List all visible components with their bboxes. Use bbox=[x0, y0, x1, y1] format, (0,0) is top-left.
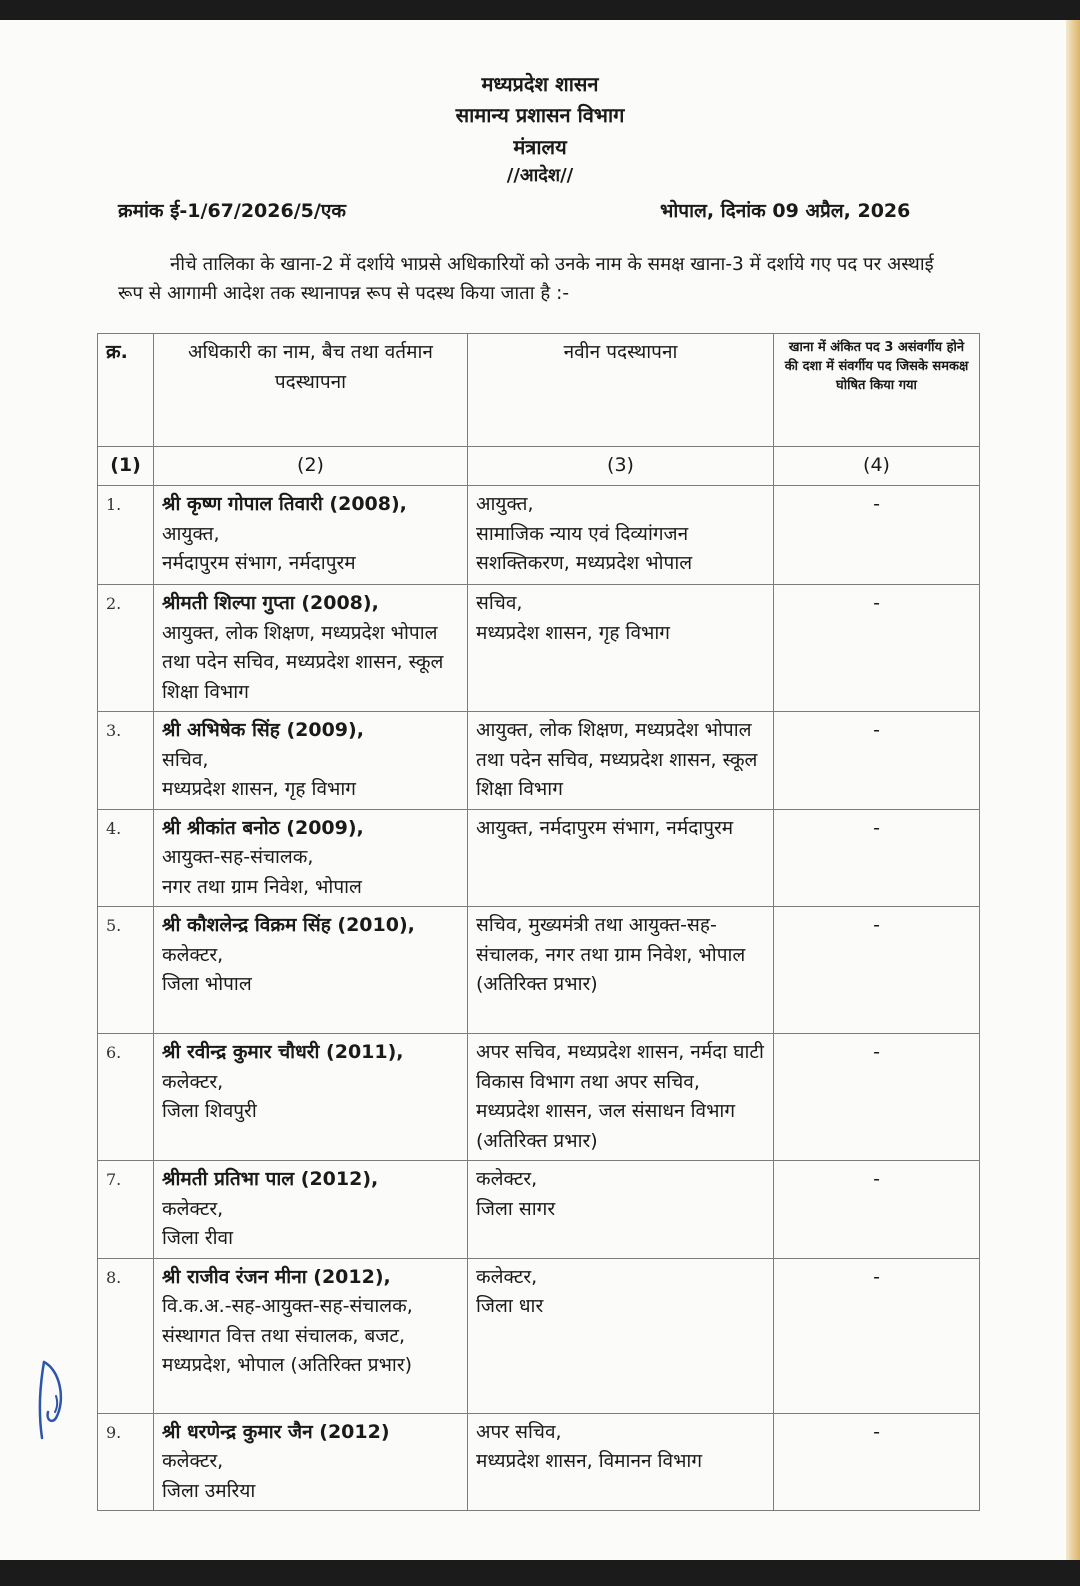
table-row bbox=[98, 712, 980, 810]
new-posting-cell bbox=[468, 809, 774, 907]
new-posting-cell bbox=[468, 1034, 774, 1161]
current-posting-line: संस्थागत वित्त तथा संचालक, बजट, मध्यप्रदेश, भोपाल (अतिरिक्त प्रभार) bbox=[162, 1324, 413, 1376]
table-row bbox=[98, 1413, 980, 1511]
top-dark-border bbox=[0, 0, 1080, 20]
current-posting-line: नगर तथा ग्राम निवेश, भोपाल bbox=[162, 875, 362, 898]
officer-name: श्री राजीव रंजन मीना (2012), bbox=[162, 1265, 391, 1288]
officer-cell bbox=[154, 1413, 468, 1511]
new-posting-line: अपर सचिव, मध्यप्रदेश शासन, नर्मदा घाटी विकास विभाग तथा अपर सचिव, मध्यप्रदेश शासन, जल संसाधन विभाग (अतिरिक्त प्रभार) bbox=[476, 1041, 764, 1152]
current-posting-line: आयुक्त-सह-संचालक, bbox=[162, 846, 314, 868]
new-posting-line: जिला धार bbox=[476, 1295, 544, 1317]
new-posting-line: कलेक्टर, bbox=[476, 1168, 538, 1190]
equivalent-post-cell: - bbox=[774, 1161, 980, 1259]
new-posting-cell bbox=[468, 907, 774, 1034]
posting-table bbox=[97, 333, 980, 1511]
officer-name: श्री कौशलेन्द्र विक्रम सिंह (2010), bbox=[162, 914, 415, 936]
bottom-dark-border bbox=[0, 1560, 1080, 1586]
officer-name: श्री श्रीकांत बनोठ (2009), bbox=[162, 816, 364, 839]
officer-cell bbox=[154, 1034, 468, 1161]
header-equivalent-post: खाना में अंकित पद 3 असंवर्गीय होने की दशा में संवर्गीय पद जिसके समकक्ष घोषित किया गया bbox=[774, 334, 980, 447]
table-header-row bbox=[98, 334, 980, 447]
current-posting-line: जिला शिवपुरी bbox=[162, 1100, 257, 1122]
officer-cell bbox=[154, 486, 468, 585]
header-new-posting: नवीन पदस्थापना bbox=[468, 334, 774, 447]
row-serial: 7. bbox=[98, 1161, 154, 1259]
new-posting-line: आयुक्त, लोक शिक्षण, मध्यप्रदेश भोपाल तथा पदेन सचिव, मध्यप्रदेश शासन, स्कूल शिक्षा विभाग bbox=[476, 719, 758, 800]
table-row bbox=[98, 585, 980, 712]
table-row bbox=[98, 907, 980, 1034]
header-department: सामान्य प्रशासन विभाग bbox=[455, 103, 625, 127]
new-posting-line: कलेक्टर, bbox=[476, 1265, 538, 1288]
table-row bbox=[98, 1034, 980, 1161]
officer-name: श्री रवीन्द्र कुमार चौधरी (2011), bbox=[162, 1041, 404, 1063]
officer-name: श्री धरणेन्द्र कुमार जैन (2012) bbox=[162, 1420, 390, 1443]
officer-cell bbox=[154, 1161, 468, 1259]
equivalent-post-cell: - bbox=[774, 585, 980, 712]
officer-cell bbox=[154, 907, 468, 1034]
officer-cell bbox=[154, 809, 468, 907]
new-posting-cell bbox=[468, 1413, 774, 1511]
current-posting-line: जिला रीवा bbox=[162, 1227, 234, 1249]
order-reference-number: क्रमांक ई-1/67/2026/5/एक bbox=[118, 200, 346, 222]
equivalent-post-cell: - bbox=[774, 1034, 980, 1161]
new-posting-line: अपर सचिव, bbox=[476, 1420, 562, 1443]
officer-cell bbox=[154, 712, 468, 810]
page-edge bbox=[1066, 20, 1080, 1560]
new-posting-line: सचिव, मुख्यमंत्री तथा आयुक्त-सह-संचालक, नगर तथा ग्राम निवेश, भोपाल (अतिरिक्त प्रभार) bbox=[476, 914, 746, 995]
officer-name: श्रीमती शिल्पा गुप्ता (2008), bbox=[162, 592, 379, 614]
column-number: (4) bbox=[774, 447, 980, 486]
equivalent-post-cell: - bbox=[774, 907, 980, 1034]
current-posting-line: जिला भोपाल bbox=[162, 973, 252, 995]
current-posting-line: वि.क.अ.-सह-आयुक्त-सह-संचालक, bbox=[162, 1295, 413, 1317]
current-posting-line: सचिव, bbox=[162, 748, 209, 771]
current-posting-line: मध्यप्रदेश शासन, गृह विभाग bbox=[162, 778, 356, 800]
new-posting-line: आयुक्त, bbox=[476, 493, 534, 515]
current-posting-line: कलेक्टर, bbox=[162, 1197, 224, 1220]
new-posting-line: सामाजिक न्याय एवं दिव्यांगजन सशक्तिकरण, मध्यप्रदेश भोपाल bbox=[476, 522, 693, 574]
row-serial: 6. bbox=[98, 1034, 154, 1161]
header-serial: क्र. bbox=[98, 334, 154, 447]
table-row bbox=[98, 809, 980, 907]
row-serial: 5. bbox=[98, 907, 154, 1034]
current-posting-line: आयुक्त, bbox=[162, 522, 220, 545]
new-posting-line: सचिव, bbox=[476, 592, 523, 614]
officer-name: श्री अभिषेक सिंह (2009), bbox=[162, 719, 364, 741]
equivalent-post-cell: - bbox=[774, 1258, 980, 1413]
column-number: (2) bbox=[154, 447, 468, 486]
order-place-date: भोपाल, दिनांक 09 अप्रैल, 2026 bbox=[660, 200, 911, 222]
new-posting-line: जिला सागर bbox=[476, 1197, 556, 1220]
new-posting-cell bbox=[468, 1161, 774, 1259]
new-posting-line: आयुक्त, नर्मदापुरम संभाग, नर्मदापुरम bbox=[476, 816, 734, 839]
current-posting-line: कलेक्टर, bbox=[162, 1070, 224, 1093]
equivalent-post-cell: - bbox=[774, 809, 980, 907]
new-posting-cell bbox=[468, 585, 774, 712]
current-posting-line: आयुक्त, लोक शिक्षण, मध्यप्रदेश भोपाल तथा पदेन सचिव, मध्यप्रदेश शासन, स्कूल शिक्षा विभाग bbox=[162, 621, 444, 703]
row-serial: 3. bbox=[98, 712, 154, 810]
equivalent-post-cell: - bbox=[774, 1413, 980, 1511]
row-serial: 2. bbox=[98, 585, 154, 712]
current-posting-line: कलेक्टर, bbox=[162, 943, 224, 966]
header-ministry: मंत्रालय bbox=[513, 135, 567, 159]
header-order: //आदेश// bbox=[506, 165, 574, 186]
column-number: (1) bbox=[98, 447, 154, 486]
new-posting-cell bbox=[468, 712, 774, 810]
column-number: (3) bbox=[468, 447, 774, 486]
row-serial: 1. bbox=[98, 486, 154, 585]
officer-cell bbox=[154, 1258, 468, 1413]
column-number-row bbox=[98, 447, 980, 486]
current-posting-line: कलेक्टर, bbox=[162, 1450, 224, 1472]
header-officer: अधिकारी का नाम, बैच तथा वर्तमान पदस्थापना bbox=[154, 334, 468, 447]
row-serial: 8. bbox=[98, 1258, 154, 1413]
new-posting-line: मध्यप्रदेश शासन, विमानन विभाग bbox=[476, 1450, 703, 1472]
order-intro-paragraph: नीचे तालिका के खाना-2 में दर्शाये भाप्रसे अधिकारियों को उनके नाम के समक्ष खाना-3 में दर्शाये गए पद पर अस्थाई रूप से आगामी आदेश तक स्थानापन्न रूप से पदस्थ किया जाता है :- bbox=[118, 254, 934, 304]
row-serial: 4. bbox=[98, 809, 154, 907]
row-serial: 9. bbox=[98, 1413, 154, 1511]
officer-name: श्रीमती प्रतिभा पाल (2012), bbox=[162, 1168, 379, 1190]
equivalent-post-cell: - bbox=[774, 486, 980, 585]
officer-cell bbox=[154, 585, 468, 712]
equivalent-post-cell: - bbox=[774, 712, 980, 810]
header-government: मध्यप्रदेश शासन bbox=[481, 72, 599, 96]
officer-name: श्री कृष्ण गोपाल तिवारी (2008), bbox=[162, 493, 407, 515]
table-row bbox=[98, 1161, 980, 1259]
table-row bbox=[98, 486, 980, 585]
table-row bbox=[98, 1258, 980, 1413]
new-posting-cell bbox=[468, 1258, 774, 1413]
new-posting-cell bbox=[468, 486, 774, 585]
new-posting-line: मध्यप्रदेश शासन, गृह विभाग bbox=[476, 621, 670, 644]
handwritten-initial-mark bbox=[30, 1340, 74, 1450]
current-posting-line: जिला उमरिया bbox=[162, 1479, 256, 1502]
current-posting-line: नर्मदापुरम संभाग, नर्मदापुरम bbox=[162, 552, 356, 574]
